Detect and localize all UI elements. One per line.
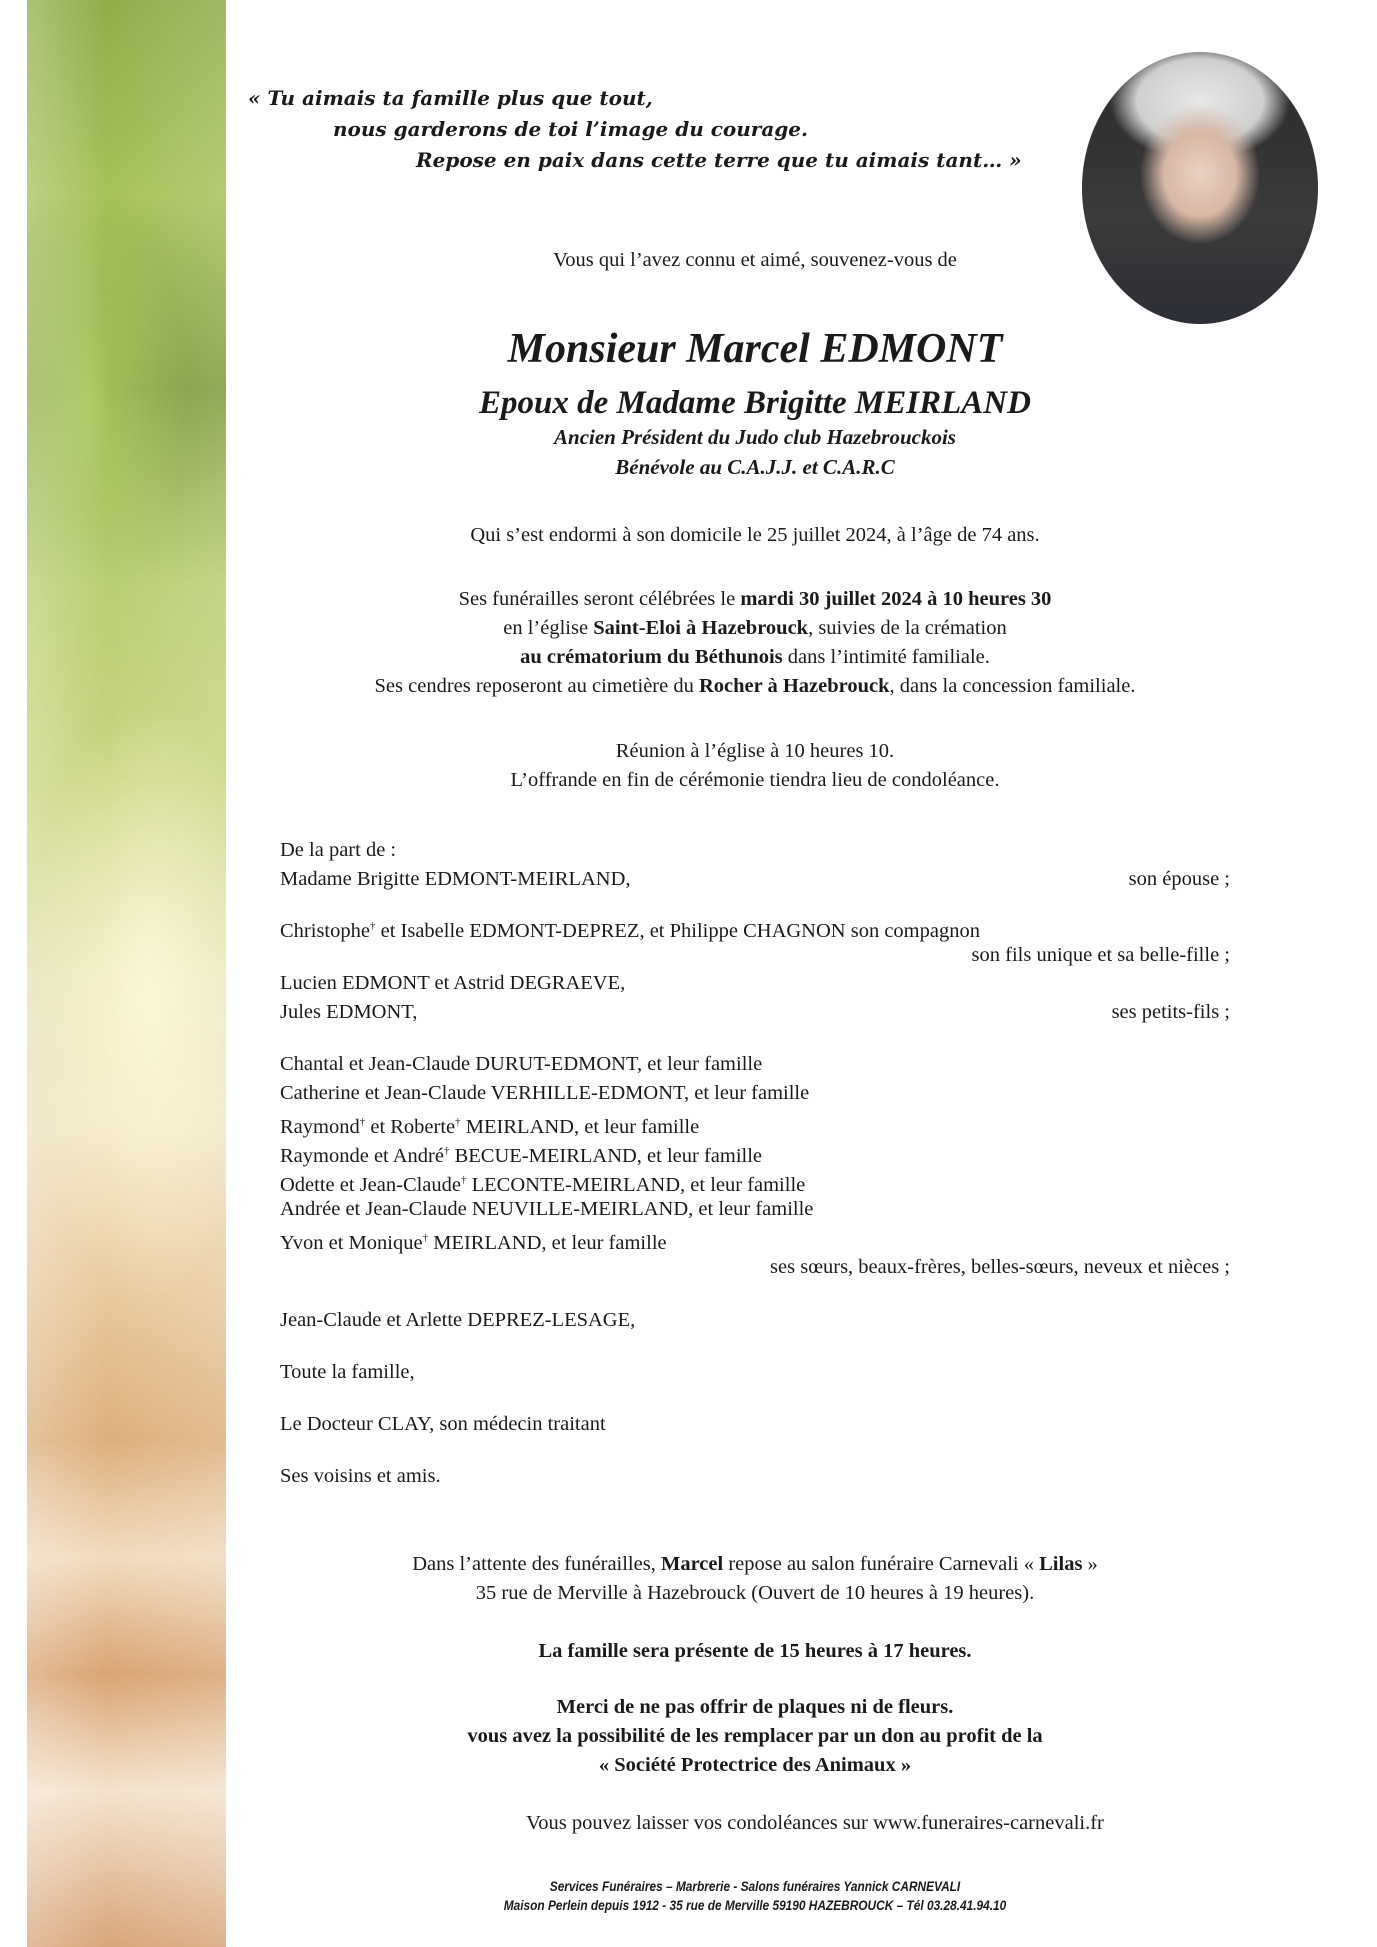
portrait-photo — [1082, 52, 1318, 324]
text-line — [280, 1050, 1230, 1079]
text-segment: , dans la concession familiale. — [889, 675, 1136, 697]
text-segment: Toute la famille, — [280, 1361, 415, 1383]
text-line — [280, 672, 1230, 701]
text-segment: Réunion à l’église à 10 heures 10. — [615, 740, 895, 762]
text-line — [280, 1224, 1230, 1253]
text-segment: dans l’intimité familiale. — [782, 646, 990, 668]
text-segment: Ses cendres reposeront au cimetière du — [374, 675, 699, 697]
text-line — [280, 1462, 1230, 1491]
text-segment: au crématorium du Béthunois — [520, 646, 783, 668]
text-segment: Maison Perlein depuis 1912 - 35 rue de Merville 59190 HAZEBROUCK – Tél 03.28.41.94.10 — [503, 1898, 1007, 1913]
text-line — [280, 1079, 1230, 1108]
text-line — [280, 1410, 1230, 1439]
relation-label: ses sœurs, beaux-frères, belles-sœurs, neveux et nièces ; — [770, 1256, 1230, 1278]
text-line — [280, 1195, 1230, 1224]
text-segment: LECONTE-MEIRLAND, et leur famille — [466, 1173, 806, 1196]
text-segment: Christophe — [280, 919, 370, 942]
text-segment: Madame Brigitte EDMONT-MEIRLAND, — [280, 868, 631, 890]
text-segment: Rocher à Hazebrouck — [698, 675, 890, 697]
text-segment: Lilas — [1039, 1553, 1083, 1575]
text-segment: Services Funéraires – Marbrerie - Salons funéraires Yannick CARNEVALI — [549, 1879, 961, 1894]
text-segment: MEIRLAND, et leur famille — [460, 1115, 700, 1138]
text-segment: MEIRLAND, et leur famille — [428, 1231, 667, 1254]
text-segment: Chantal et Jean-Claude DURUT-EDMONT, et leur famille — [280, 1053, 763, 1075]
text-line — [280, 1166, 1230, 1195]
text-line — [280, 322, 1230, 377]
text-segment: BECUE-MEIRLAND, et leur famille — [449, 1144, 763, 1167]
text-line — [280, 424, 1230, 451]
text-segment: Jean-Claude et Arlette DEPREZ-LESAGE, — [280, 1309, 636, 1331]
text-segment: et Roberte — [365, 1115, 456, 1138]
text-line — [280, 737, 1230, 766]
text-line — [280, 643, 1230, 672]
quote-line-1: « Tu aimais ta famille plus que tout, — [248, 86, 653, 110]
text-line — [337, 1891, 1173, 1920]
text-segment: 35 rue de Merville à Hazebrouck (Ouvert de 10 heures à 19 heures). — [475, 1582, 1035, 1604]
text-segment: De la part de : — [280, 839, 397, 861]
text-segment: en l’église — [503, 617, 594, 639]
text-line — [280, 1137, 1230, 1166]
text-segment: Ses voisins et amis. — [280, 1465, 441, 1487]
text-line — [280, 382, 1230, 425]
text-line — [280, 1108, 1230, 1137]
text-segment: Ancien Président du Judo club Hazebrouckois — [554, 425, 956, 449]
text-segment: Vous pouvez laisser vos condoléances sur www.funeraires-carnevali.fr — [526, 1812, 1104, 1834]
deceased-cross-mark: † — [422, 1232, 429, 1244]
text-segment: Raymonde et André — [280, 1144, 444, 1167]
text-line — [280, 912, 1230, 941]
text-segment: , suivies de la crémation — [808, 617, 1007, 639]
text-line — [280, 1637, 1230, 1666]
text-line — [280, 585, 1230, 614]
text-line — [340, 1809, 1290, 1838]
text-line — [280, 1579, 1230, 1608]
text-line — [280, 454, 1230, 481]
relation-label: son fils unique et sa belle-fille ; — [971, 944, 1230, 966]
text-segment: Saint-Eloi à Hazebrouck — [593, 617, 809, 639]
deceased-cross-mark: † — [455, 1116, 461, 1128]
text-segment: Epoux de Madame Brigitte MEIRLAND — [479, 385, 1031, 421]
text-line — [280, 246, 1230, 275]
deceased-cross-mark: † — [359, 1116, 366, 1128]
text-segment: « Société Protectrice des Animaux » — [598, 1754, 912, 1776]
text-segment: Raymond — [280, 1115, 360, 1138]
deceased-cross-mark: † — [369, 920, 376, 932]
text-line — [280, 521, 1230, 550]
relation-label: ses petits-fils ; — [1111, 1001, 1230, 1023]
text-segment: Bénévole au C.A.J.J. et C.A.R.C — [615, 455, 895, 479]
text-line — [280, 766, 1230, 795]
text-segment: Merci de ne pas offrir de plaques ni de fleurs. — [556, 1696, 954, 1718]
text-segment: Vous qui l’avez connu et aimé, souvenez-vous de — [553, 249, 957, 271]
text-segment: La famille sera présente de 15 heures à 17 heures. — [538, 1640, 972, 1662]
text-segment: mardi 30 juillet 2024 à 10 heures 30 — [740, 588, 1052, 610]
text-line — [280, 836, 1230, 865]
quote-line-2: nous garderons de toi l’image du courage. — [333, 117, 808, 141]
text-segment: vous avez la possibilité de les remplacer par un don au profit de la — [467, 1725, 1043, 1747]
decorative-forest-band — [27, 0, 226, 1947]
text-segment: Yvon et Monique — [280, 1231, 423, 1254]
text-segment: L’offrande en fin de cérémonie tiendra lieu de condoléance. — [510, 769, 1000, 791]
text-segment: Jules EDMONT, — [280, 1001, 418, 1023]
text-line — [280, 1358, 1230, 1387]
text-line — [280, 1306, 1230, 1335]
text-line — [280, 865, 1230, 894]
text-line — [280, 1751, 1230, 1780]
text-line — [280, 1722, 1230, 1751]
text-segment: Qui s’est endormi à son domicile le 25 juillet 2024, à l’âge de 74 ans. — [470, 524, 1040, 546]
text-line — [280, 1550, 1230, 1579]
text-segment: repose au salon funéraire Carnevali « — [723, 1553, 1040, 1575]
text-segment: Lucien EDMONT et Astrid DEGRAEVE, — [280, 972, 626, 994]
text-segment: Le Docteur CLAY, son médecin traitant — [280, 1413, 606, 1435]
text-segment: Ses funérailles seront célébrées le — [458, 588, 741, 610]
relation-label: son épouse ; — [1128, 868, 1230, 890]
text-line — [280, 1693, 1230, 1722]
text-segment: Catherine et Jean-Claude VERHILLE-EDMONT, et leur famille — [280, 1082, 810, 1104]
text-line — [280, 614, 1230, 643]
deceased-cross-mark: † — [443, 1145, 450, 1157]
text-segment: » — [1082, 1553, 1098, 1575]
text-line — [280, 1253, 1230, 1282]
text-segment: Monsieur Marcel EDMONT — [507, 326, 1003, 372]
quote-line-3: Repose en paix dans cette terre que tu aimais tant… » — [416, 148, 1022, 172]
text-line — [280, 969, 1230, 998]
text-segment: et Isabelle EDMONT-DEPREZ, et Philippe CHAGNON son compagnon — [375, 919, 980, 942]
text-segment: Andrée et Jean-Claude NEUVILLE-MEIRLAND, et leur famille — [280, 1198, 814, 1220]
text-segment: Odette et Jean-Claude — [280, 1173, 462, 1196]
text-line — [280, 941, 1230, 970]
deceased-cross-mark: † — [461, 1174, 467, 1186]
text-segment: Marcel — [660, 1553, 724, 1575]
text-line — [280, 998, 1230, 1027]
text-segment: Dans l’attente des funérailles, — [412, 1553, 661, 1575]
